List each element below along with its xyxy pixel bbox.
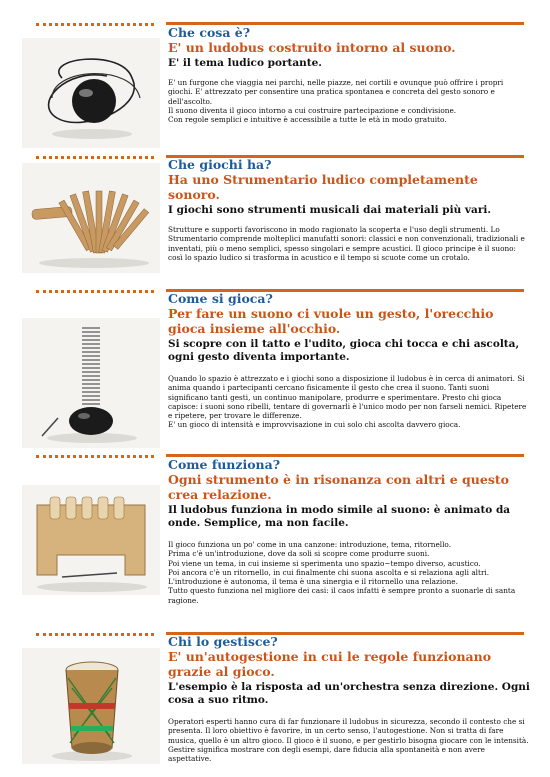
section-body xyxy=(168,717,530,763)
section-headline: E' un ludobus costruito intorno al suono. xyxy=(168,40,456,55)
section-headline: Per fare un suono ci vuole un gesto, l'orecchio gioca insieme all'occhio. xyxy=(168,306,494,336)
section-text xyxy=(168,157,530,262)
body-paragraph: L'introduzione è autonoma, il tema è una sinergia e il ritornello una relazione. xyxy=(168,577,458,587)
body-paragraph: Con regole semplici e intuitive è accessibile a tutte le età in modo gratuito. xyxy=(168,115,447,125)
section-question: Chi lo gestisce? xyxy=(168,634,278,649)
body-paragraph: Strutture e supporti favoriscono in modo ragionato la scoperta e l'uso degli strumenti. Lo Strumentario comprende molteplici manufatti sonori: classici e non convenzionali, tradizionali e inventati, più o meno semplici, spesso singolari e sempre acustici. Il gioco principe è il suono: così lo spazio ludico si trasforma in acustico e il tempo si scuote come un crotalo. xyxy=(168,225,525,262)
dotted-divider xyxy=(36,156,154,159)
section-text xyxy=(168,291,530,430)
body-paragraph: Il gioco funziona un po' come in una canzone: introduzione, tema, ritornello. xyxy=(168,540,452,549)
spiral-ball-instrument-photo xyxy=(22,38,160,148)
section-body xyxy=(168,540,530,605)
body-paragraph: Operatori esperti hanno cura di far funzionare il ludobus in sicurezza, secondo il contesto che si presenta. Il loro obiettivo è favorire, in un certo senso, l'autogestione. Non si tratta di fare musica, quello è un altro gioco. Il gioco è il suono, e per gestirlo bisogna giocare con le intensità. Gestire significa mostrare con degli esempi, dare fiducia alla spontaneità e non avere aspettative. xyxy=(168,717,529,764)
section-lead: I giochi sono strumenti musicali dai materiali più vari. xyxy=(168,204,491,216)
dotted-divider xyxy=(36,455,154,458)
body-paragraph: E' un gioco di intensità e improvvisazione in cui solo chi ascolta davvero gioca. xyxy=(168,420,461,430)
section-question: Come si gioca? xyxy=(168,291,273,306)
body-paragraph: Poi viene un tema, in cui insieme si sperimenta uno spazio~tempo diverso, acustico. xyxy=(168,558,481,568)
body-paragraph: Tutto questo funziona nel migliore dei casi: il caos infatti è sempre pronto a suonarle di santa ragione. xyxy=(168,586,516,605)
section-body xyxy=(168,225,530,262)
wooden-frame-instrument-photo xyxy=(22,485,160,595)
section-question: Come funziona? xyxy=(168,457,281,472)
section-headline: E' un'autogestione in cui le regole funzionano grazie al gioco. xyxy=(168,649,492,679)
body-paragraph: Prima c'è un'introduzione, dove da soli si scopre come produrre suoni. xyxy=(168,549,430,559)
section-text xyxy=(168,25,530,124)
spring-drum-photo xyxy=(22,318,160,448)
section-lead: Il ludobus funziona in modo simile al suono: è animato da onde. Semplice, ma non facile. xyxy=(168,504,511,529)
body-paragraph: Il suono diventa il gioco intorno a cui costruire partecipazione e condivisione. xyxy=(168,105,457,115)
body-paragraph: E' un furgone che viaggia nei parchi, nelle piazze, nei cortili e ovunque può offrire i propri giochi. E' attrezzato per consentire una pratica spontanea e concreta del gesto sonoro e dell'ascolto. xyxy=(168,78,504,106)
wooden-fan-instrument-photo xyxy=(22,163,160,273)
dotted-divider xyxy=(36,290,154,293)
dotted-divider xyxy=(36,23,154,26)
section-lead: Si scopre con il tatto e l'udito, gioca chi tocca e chi ascolta, ogni gesto diventa importante. xyxy=(168,338,520,363)
dotted-divider xyxy=(36,633,154,636)
section-question: Che giochi ha? xyxy=(168,157,272,172)
section-body xyxy=(168,374,530,430)
section-headline: Ha uno Strumentario ludico completamente sonoro. xyxy=(168,172,478,202)
body-paragraph: Poi ancora c'è un ritornello, in cui finalmente chi suona ascolta e si relaziona agli altri. xyxy=(168,567,490,577)
body-paragraph: Quando lo spazio è attrezzato e i giochi sono a disposizione il ludobus è in cerca di animatori. Si anima quando i partecipanti cercano fisicamente il gesto che crea il suono. Tanti suoni significano tanti gesti, un continuo manipolare, produrre e sperimentare. Presto chi gioca capisce: i suoni sono ribelli, tentare di governarli è l'unico modo per non farseli nemici. Ripetere e ripetere, per trovare le differenze. xyxy=(168,374,527,421)
section-question: Che cosa è? xyxy=(168,25,251,40)
section-headline: Ogni strumento è in risonanza con altri e questo crea relazione. xyxy=(168,472,509,502)
section-body xyxy=(168,78,530,124)
drum-photo xyxy=(22,648,160,764)
section-text xyxy=(168,457,530,605)
section-lead: E' il tema ludico portante. xyxy=(168,57,322,69)
section-text xyxy=(168,634,530,763)
section-lead: L'esempio è la risposta ad un'orchestra senza direzione. Ogni cosa a suo ritmo. xyxy=(168,681,530,706)
